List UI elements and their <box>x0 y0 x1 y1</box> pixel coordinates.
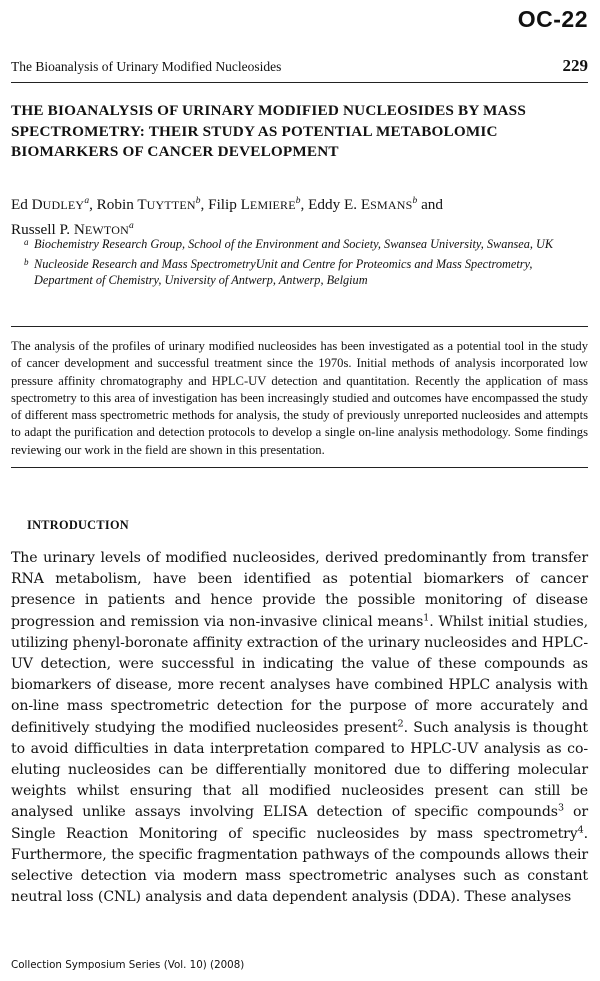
running-title: The Bioanalysis of Urinary Modified Nucleosides <box>11 59 282 74</box>
author: Ed DUDLEY$^a$ <box>11 196 90 214</box>
running-header <box>11 56 588 83</box>
abstract: The analysis of the profiles of urinary modified nucleosides has been investigated as a potential tool in the study of cancer development and successful treatment since the 1970s. Initial methods of analysis incorporated low pressure affinity chromatography and HPLC-UV detection and quantitation. Recently the application of mass spectrometry to this area of investigation has been increasingly studied and outcomes have encompassed the study of different mass spectrometric methods for analysis, the study of previously unreported nucleosides and attempts to adapt the purification and detection protocols to develop a single on-line analysis methodology. Some findings reviewing our work in the field are shown in this presentation. <box>11 326 588 468</box>
abstract-code: OC-22 <box>517 6 588 32</box>
affiliations <box>24 236 588 292</box>
reference-marker: 1 <box>423 611 430 623</box>
reference-marker: 2 <box>397 717 404 729</box>
author: Russell P. NEWTON$^a$ <box>11 221 134 239</box>
affiliation-text: Nucleoside Research and Mass SpectrometryUnit and Centre for Proteomics and Mass Spectrometry, Department of Chemistry, University of Antwerp, Antwerp, Belgium <box>34 256 533 287</box>
reference-marker: 3 <box>557 802 564 814</box>
affiliation <box>24 236 588 253</box>
author: Robin TUYTTEN$^b$ <box>96 196 201 214</box>
introduction-paragraph: The urinary levels of modified nucleosides, derived predominantly from transfer RNA metabolism, have been identified as potential biomarkers of cancer presence in patients and hence provide the possible monitoring of disease progression and remission via non-invasive clinical means$^1$. Whilst initial studies, utilizing phenyl-boronate affinity extraction of the urinary nucleosides and HPLC-UV detection, were successful in indicating the value of these compounds as biomarkers of disease, more recent analyses have combined HPLC analysis with on-line mass spectrometric detection for the purpose of more accurately and definitively studying the modified nucleosides present$^2$. Such analysis is thought to avoid difficulties in data interpretation compared to HPLC-UV analysis as co-eluting nucleosides can be differentially monitored due to differing molecular weights whilst ensuring that all modified nucleosides present can still be analysed unlike assays involving ELISA detection of specific compounds$^3$ or Single Reaction Monitoring of specific nucleosides by mass spectrometry$^4$. Furthermore, the specific fragmentation pathways of the compounds allows their selective detection via modern mass spectrometric analyses such as constant neutral loss (CNL) analysis and data dependent analysis (DDA). These analyses <box>11 550 589 906</box>
article-title: THE BIOANALYSIS OF URINARY MODIFIED NUCLEOSIDES BY MASS SPECTROMETRY: THEIR STUDY AS POTENTIAL METABOLOMIC BIOMARKERS OF CANCER DEVELOPMENT <box>11 102 526 160</box>
author-list: Ed DUDLEY$^a$, Robin TUYTTEN$^b$, Filip LEMIERE$^b$, Eddy E. ESMANS$^b$ and Russell P. NEWTON$^a$ <box>11 196 443 239</box>
author: Filip LEMIERE$^b$ <box>208 196 301 214</box>
affiliation <box>24 256 588 289</box>
affiliation-mark: a <box>24 237 29 247</box>
author: Eddy E. ESMANS$^b$ <box>308 196 418 214</box>
section-heading: INTRODUCTION <box>27 518 129 532</box>
affiliation-mark: b <box>24 256 29 267</box>
reference-marker: 4 <box>577 823 584 835</box>
affiliation-text: Biochemistry Research Group, School of the Environment and Society, Swansea University, Swansea, UK <box>34 237 554 251</box>
page-number: 229 <box>562 56 588 75</box>
series-footer: Collection Symposium Series (Vol. 10) (2008) <box>11 959 245 971</box>
